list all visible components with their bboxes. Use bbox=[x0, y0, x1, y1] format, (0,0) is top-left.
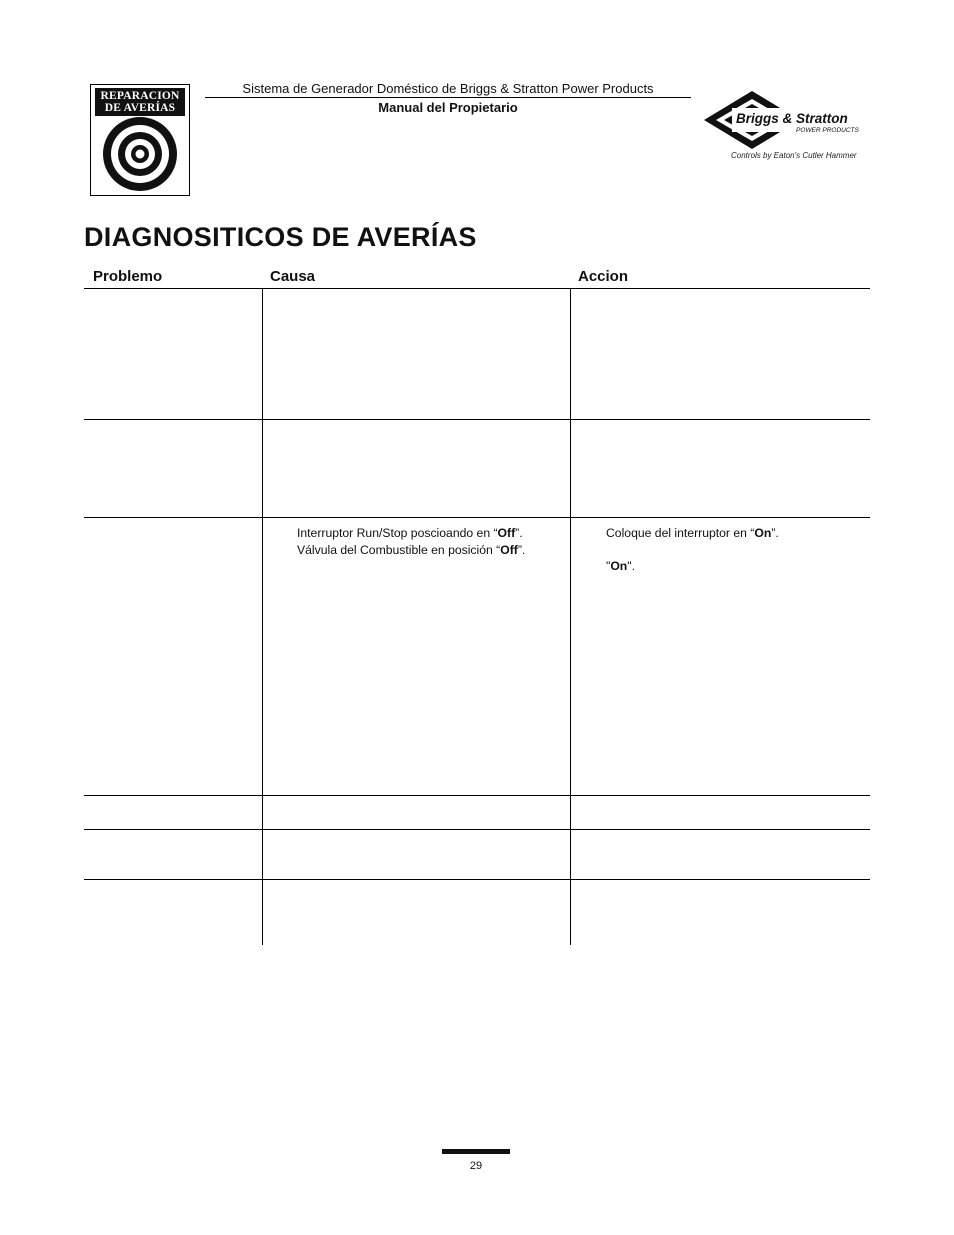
logo-line-1: REPARACION bbox=[100, 90, 180, 102]
page-number-bar bbox=[442, 1149, 510, 1154]
emphasis-word: Off bbox=[497, 526, 516, 540]
brand-tagline: Controls by Eaton's Cutler Hammer bbox=[731, 151, 857, 160]
emphasis-word: On bbox=[610, 559, 628, 574]
text-segment: " bbox=[606, 559, 611, 574]
row-divider bbox=[84, 795, 870, 796]
text-segment: Válvula del Combustible en posición “ bbox=[297, 543, 501, 557]
page-number: 29 bbox=[469, 1160, 483, 1172]
briggs-stratton-logo bbox=[702, 88, 872, 152]
column-divider bbox=[570, 289, 571, 945]
troubleshooting-target-logo bbox=[90, 84, 190, 196]
logo-line-2: DE AVERÍAS bbox=[104, 102, 176, 114]
emphasis-word: Off bbox=[500, 543, 518, 557]
target-icon bbox=[94, 115, 186, 193]
text-segment: Coloque del interruptor en “ bbox=[606, 526, 755, 540]
text-segment: Interruptor Run/Stop poscioando en “ bbox=[297, 526, 498, 540]
row-divider bbox=[84, 517, 870, 518]
text-segment: ". bbox=[627, 559, 635, 574]
manual-title: Manual del Propietario bbox=[378, 100, 518, 115]
row-divider bbox=[84, 419, 870, 420]
row-divider bbox=[84, 879, 870, 880]
row-divider bbox=[84, 829, 870, 830]
text-segment: ”. bbox=[771, 526, 779, 540]
row-divider bbox=[84, 288, 870, 289]
brand-subtitle: POWER PRODUCTS bbox=[796, 127, 859, 134]
page-title: DIAGNOSITICOS DE AVERÍAS bbox=[84, 222, 477, 252]
action-text bbox=[606, 525, 779, 541]
action-text-continued bbox=[606, 558, 635, 574]
brand-name: Briggs & Stratton bbox=[736, 111, 848, 126]
cause-text bbox=[297, 542, 525, 558]
text-segment: ”. bbox=[515, 526, 523, 540]
column-divider bbox=[262, 289, 263, 945]
column-header-action: Accion bbox=[578, 268, 629, 285]
column-header-problem: Problemo bbox=[93, 268, 163, 285]
cause-text bbox=[297, 525, 523, 541]
logo-banner bbox=[95, 88, 185, 116]
header-rule bbox=[205, 97, 691, 98]
emphasis-word: On bbox=[754, 526, 772, 540]
column-header-cause: Causa bbox=[270, 268, 316, 285]
document-system-title: Sistema de Generador Doméstico de Briggs & Stratton Power Products bbox=[242, 81, 654, 96]
text-segment: ”. bbox=[517, 543, 526, 557]
